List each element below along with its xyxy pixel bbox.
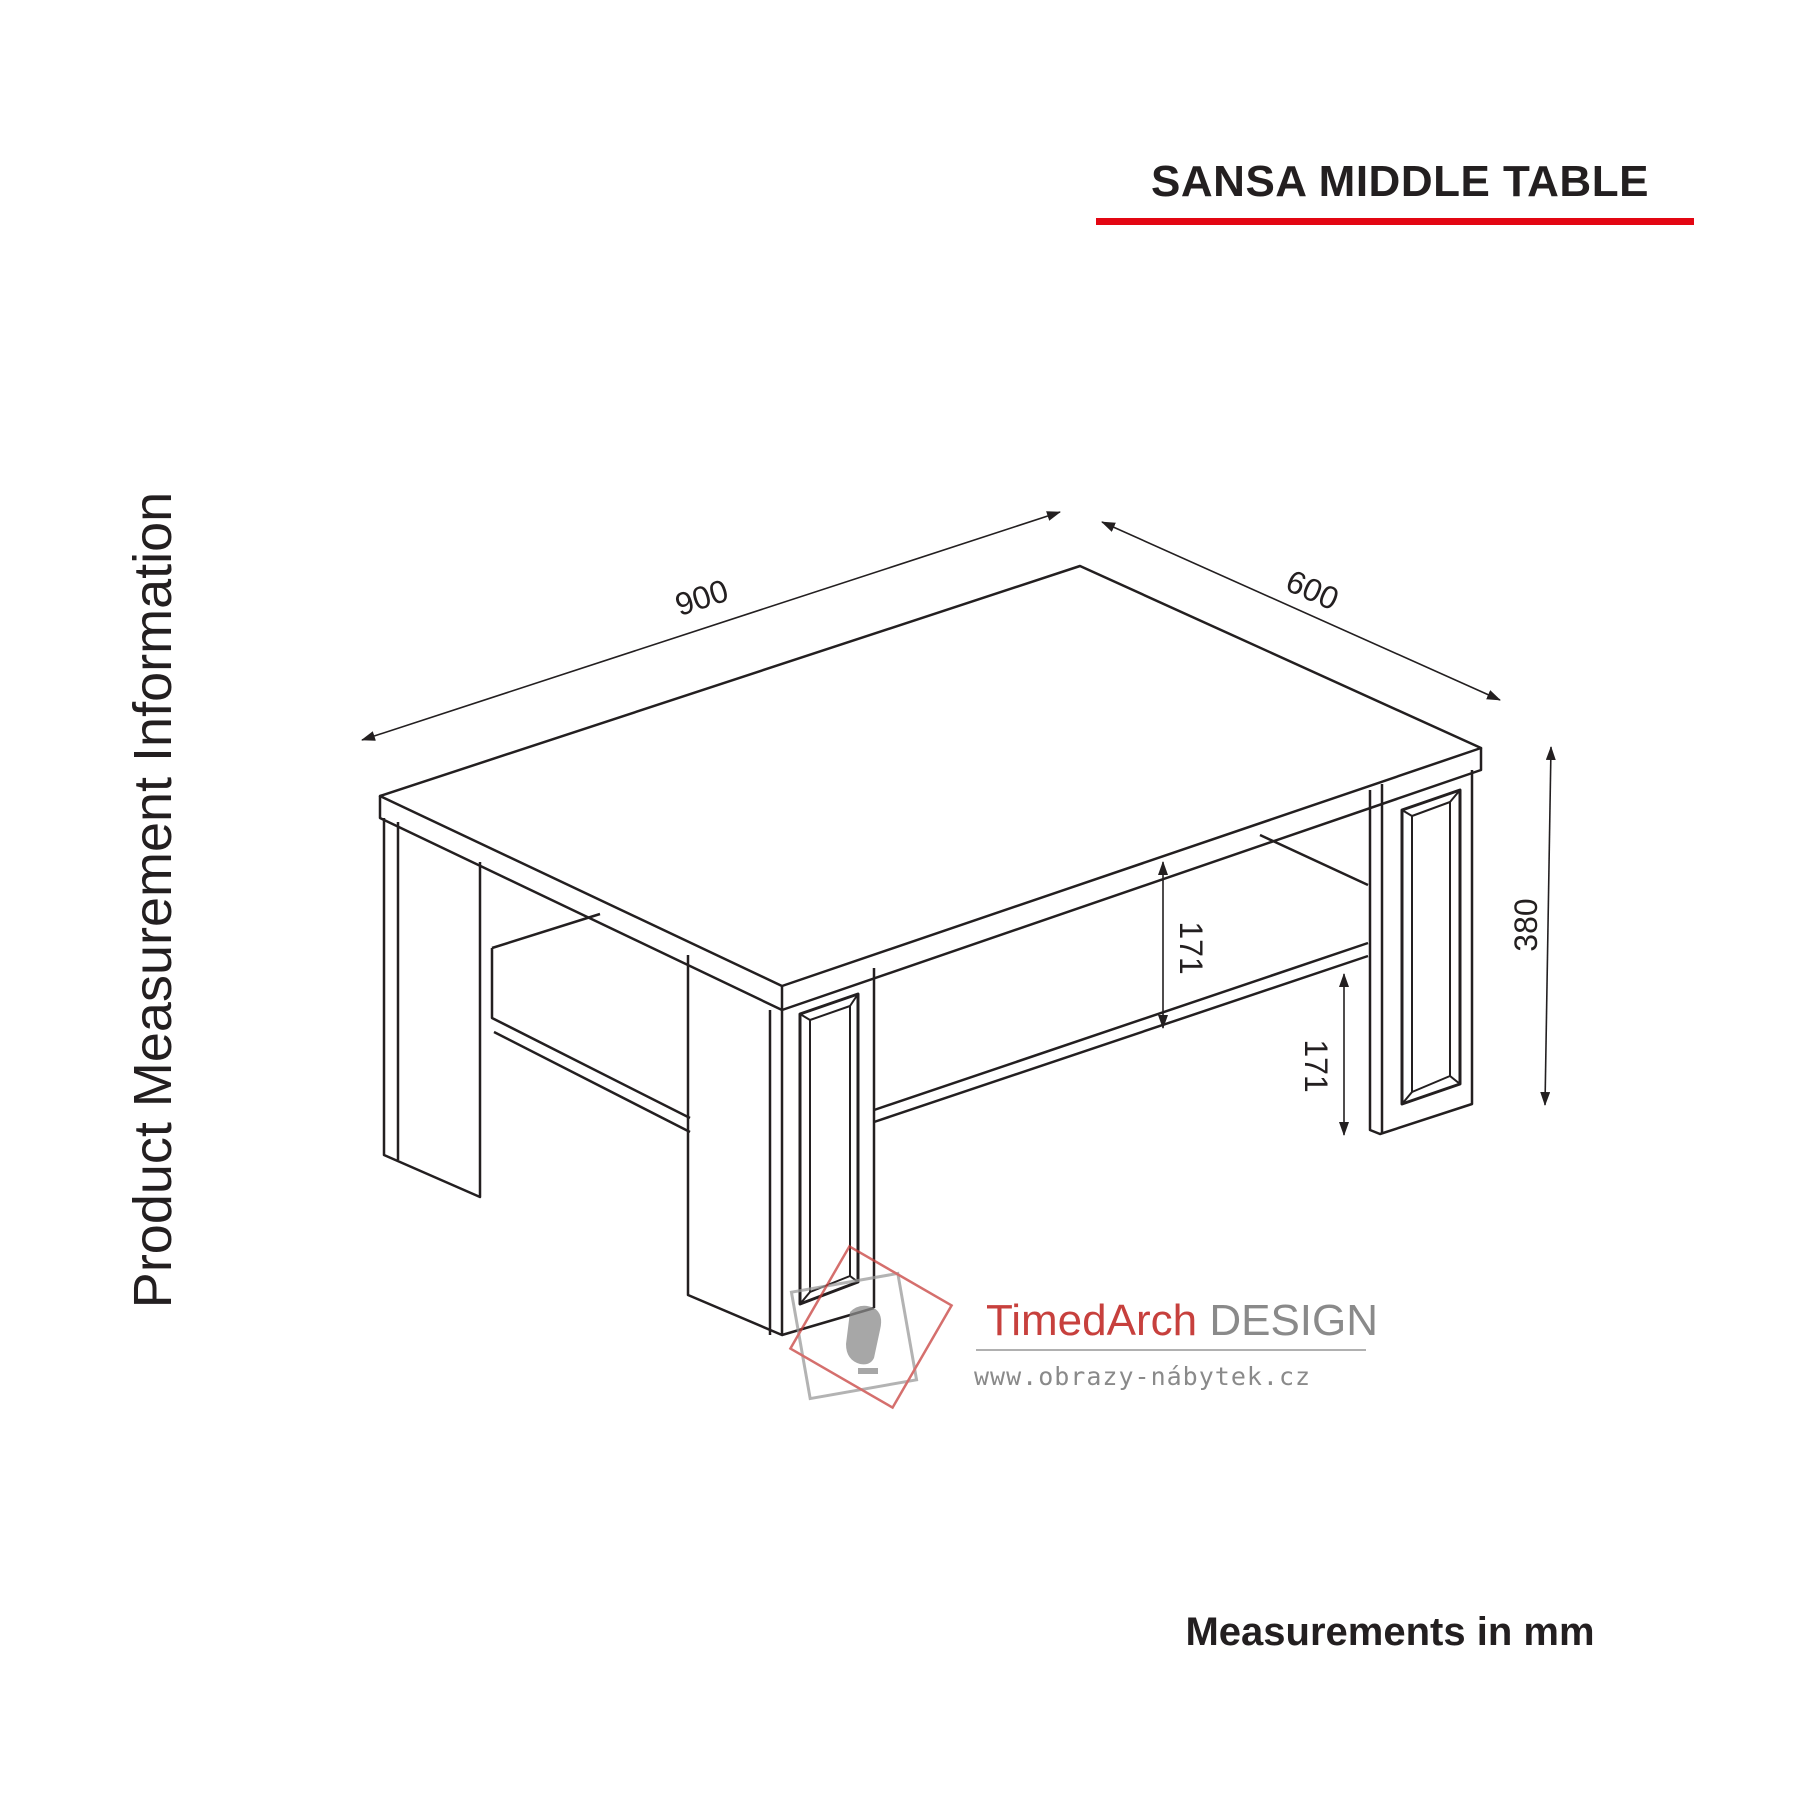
dim-line-height [1545,747,1551,1105]
dim-upper-clearance-label: 171 [1173,921,1209,975]
shelf [492,914,600,948]
watermark-brand-part2: DESIGN [1209,1296,1379,1345]
watermark-rule [976,1349,1366,1351]
watermark-brand-part1: TimedArch [986,1296,1198,1345]
front-left-leg [688,955,782,1335]
tabletop-top [380,566,1481,986]
watermark-logo [790,1246,951,1407]
watermark-brand [986,1296,1378,1346]
right-leg [1370,770,1472,1134]
side-label: Product Measurement Information [123,491,183,1309]
units-note: Measurements in mm [1185,1610,1595,1654]
dim-depth-label: 600 [1280,562,1345,618]
dim-lower-clearance-label: 171 [1298,1039,1334,1093]
table-outline [380,566,1481,1335]
dim-height-label: 380 [1508,898,1544,952]
page-title: SANSA MIDDLE TABLE [1151,157,1649,206]
watermark-url: www.obrazy-nábytek.cz [974,1362,1312,1391]
right-leg-panel [1402,790,1460,1104]
dim-length-label: 900 [670,572,733,623]
